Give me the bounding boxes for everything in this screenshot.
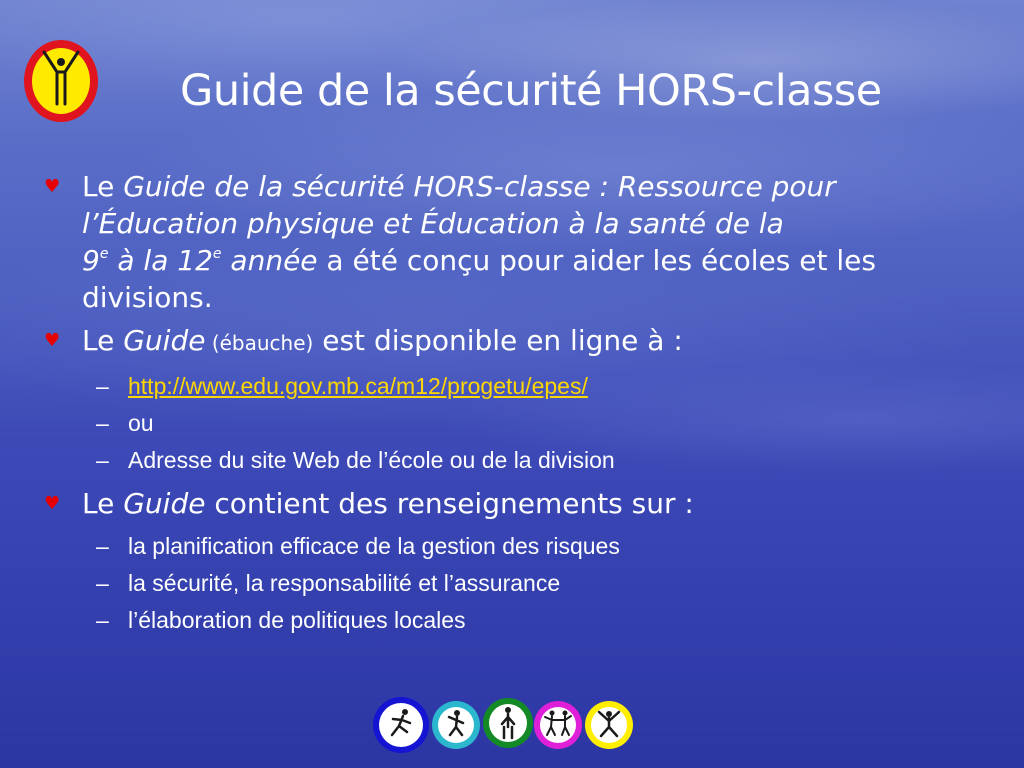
bullet-list: [44, 168, 999, 639]
dash-bullet: –: [96, 373, 109, 399]
sub-item: – Adresse du site Web de l’école ou de la division: [82, 442, 999, 479]
dash-bullet: –: [96, 570, 109, 596]
bullet-item: ♥ Le Guide contient des renseignements sur :: [44, 487, 694, 520]
bullet-item: ♥ Le Guide de la sécurité HORS-classe : Ressource pour l’Éducation physique et Éducation à la santé de la 9e à la 12e année a été conçu pour aider les écoles et les divisions.: [44, 170, 876, 314]
sub-item: – ou: [82, 405, 999, 442]
sub-item: – la planification efficace de la gestion des risques: [82, 528, 999, 565]
sub-item: [82, 368, 999, 405]
star-jump-icon: [585, 701, 633, 749]
heart-bullet-icon: ♥: [44, 176, 61, 197]
standing-figure-icon: [483, 698, 533, 748]
dash-bullet: –: [96, 533, 109, 559]
sub-list: [82, 528, 999, 639]
sub-item: – la sécurité, la responsabilité et l’assurance: [82, 565, 999, 602]
runner-icon: [373, 697, 429, 753]
slide-title: Guide de la sécurité HORS-classe: [180, 66, 882, 116]
sub-list: [82, 368, 999, 479]
sub-item: – l’élaboration de politiques locales: [82, 602, 999, 639]
website-link[interactable]: http://www.edu.gov.mb.ca/m12/progetu/epes/: [128, 373, 588, 399]
dash-bullet: –: [96, 607, 109, 633]
heart-bullet-icon: ♥: [44, 330, 61, 351]
dancers-icon: [534, 701, 582, 749]
jumper-icon: [432, 701, 480, 749]
dash-bullet: –: [96, 447, 109, 473]
activity-icons-strip: [372, 695, 642, 755]
bullet-item: ♥ Le Guide (ébauche) est disponible en ligne à :: [44, 324, 683, 357]
dash-bullet: –: [96, 410, 109, 436]
logo-figure-arms-up-icon: [22, 38, 100, 124]
heart-bullet-icon: ♥: [44, 493, 61, 514]
